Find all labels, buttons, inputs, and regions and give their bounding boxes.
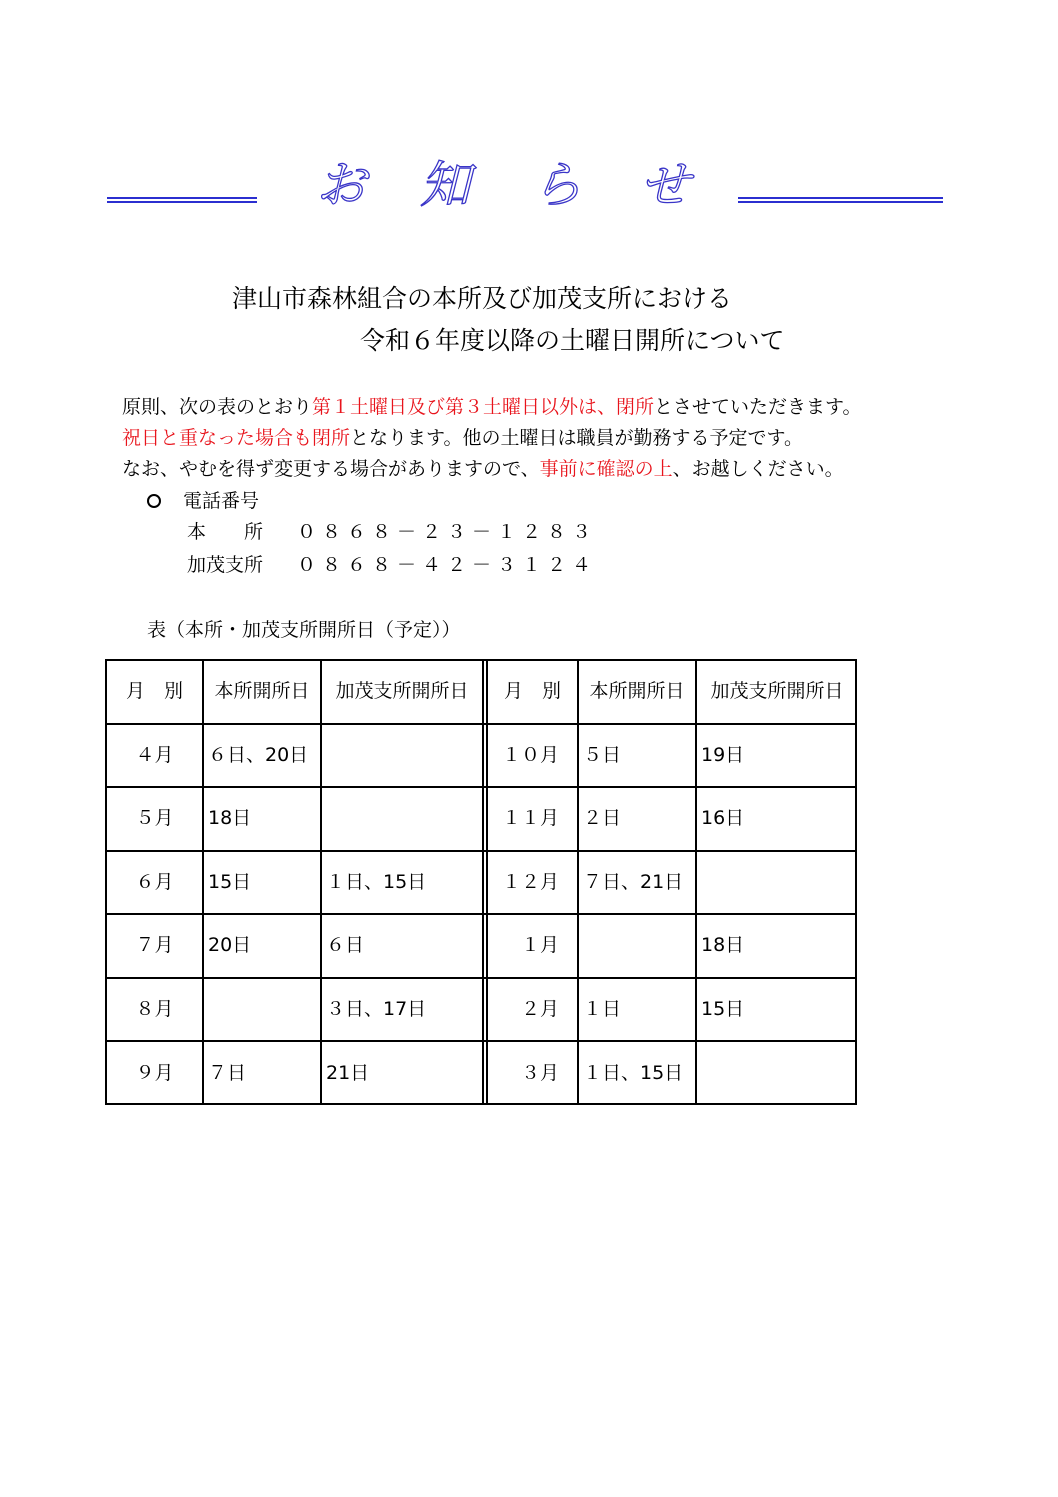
table-cell: １日、15日	[583, 1061, 684, 1084]
table-cell: ８月	[135, 997, 174, 1020]
table-header-cell: 月 別	[125, 680, 183, 702]
table-cell: 18日	[208, 807, 252, 829]
table-cell: １２月	[501, 870, 559, 893]
table-cell: １日	[583, 997, 622, 1020]
table-cell	[579, 913, 695, 977]
table-cell: ３日、17日	[326, 997, 427, 1020]
notice-banner	[0, 155, 1058, 235]
phone-number: ０８６８－４２－３１２４	[297, 554, 598, 576]
paragraph-1-text-a: 原則、次の表のとおり	[122, 396, 313, 418]
table-cell	[322, 786, 482, 850]
paragraph-2	[122, 426, 803, 451]
heading-line-2: 令和６年度以降の土曜日開所について	[360, 326, 785, 355]
phone-heading	[147, 489, 259, 514]
paragraph-2-highlight: 祝日と重なった場合も閉所	[122, 427, 351, 449]
table-cell: １月	[520, 934, 559, 956]
table-cell: 16日	[701, 807, 745, 829]
table-cell: ５月	[135, 807, 174, 829]
phone-number: ０８６８－２３－１２８３	[297, 521, 598, 543]
paragraph-3-highlight: 事前に確認の上	[539, 458, 673, 480]
table-cell: ２月	[520, 997, 559, 1020]
phone-label: 加茂支所	[187, 554, 264, 576]
table-cell: １１月	[501, 807, 559, 829]
table-cell: １日、15日	[326, 870, 427, 893]
table-header-cell: 本所開所日	[589, 680, 685, 702]
table-cell: ６日	[326, 934, 365, 956]
heading-line-1: 津山市森林組合の本所及び加茂支所における	[232, 284, 733, 313]
banner-char-4: せ	[640, 156, 690, 214]
table-header-cell: 加茂支所開所日	[710, 680, 844, 702]
table-cell: ５日	[583, 743, 622, 766]
table-header-cell: 本所開所日	[214, 680, 310, 702]
table-header-cell: 月 別	[503, 680, 561, 702]
banner-title	[0, 155, 1058, 235]
table-cell: ６日、20日	[208, 743, 309, 766]
table-cell: ４月	[135, 743, 174, 766]
table-cell: 18日	[701, 934, 745, 956]
schedule-table	[105, 659, 857, 1105]
table-cell: 15日	[701, 997, 745, 1020]
phone-heading-label: 電話番号	[183, 490, 260, 512]
paragraph-3-text-a: なお、やむを得ず変更する場合がありますので、	[122, 458, 540, 480]
phone-row-kamo	[187, 553, 597, 578]
paragraph-1-text-b: とさせていただきます。	[654, 396, 862, 418]
table-cell: １０月	[501, 743, 559, 766]
banner-char-1: お	[316, 156, 366, 214]
phone-row-honsho	[187, 520, 597, 545]
table-cell: ２日	[583, 807, 622, 829]
table-cell: 19日	[701, 743, 745, 766]
table-cell: ７月	[135, 934, 174, 956]
table-header-cell: 加茂支所開所日	[335, 680, 469, 702]
paragraph-3	[122, 457, 844, 482]
paragraph-1-highlight: 第１土曜日及び第３土曜日以外は、閉所	[312, 396, 655, 418]
table-cell	[322, 723, 482, 786]
table-cell: ６月	[135, 870, 174, 893]
table-cell: 20日	[208, 934, 252, 956]
table-cell	[697, 850, 857, 913]
table-cell	[204, 977, 320, 1040]
paragraph-3-text-b: 、お越しください。	[672, 458, 844, 480]
banner-char-2: 知	[420, 156, 470, 214]
paragraph-1	[122, 395, 862, 420]
circle-bullet-icon	[147, 494, 161, 508]
table-cell: 15日	[208, 870, 252, 893]
table-cell: ７日、21日	[583, 870, 684, 893]
banner-char-3: ら	[532, 156, 582, 214]
table-vline	[482, 659, 484, 1105]
table-cell	[697, 1040, 857, 1105]
table-cell: ９月	[135, 1061, 174, 1084]
table-cell: 21日	[326, 1061, 370, 1084]
paragraph-2-text: となります。他の土曜日は職員が勤務する予定です。	[350, 427, 803, 449]
table-cell: ７日	[208, 1061, 247, 1084]
phone-label: 本 所	[187, 521, 264, 543]
table-cell: ３月	[520, 1061, 559, 1084]
table-caption: 表（本所・加茂支所開所日（予定））	[147, 619, 461, 641]
